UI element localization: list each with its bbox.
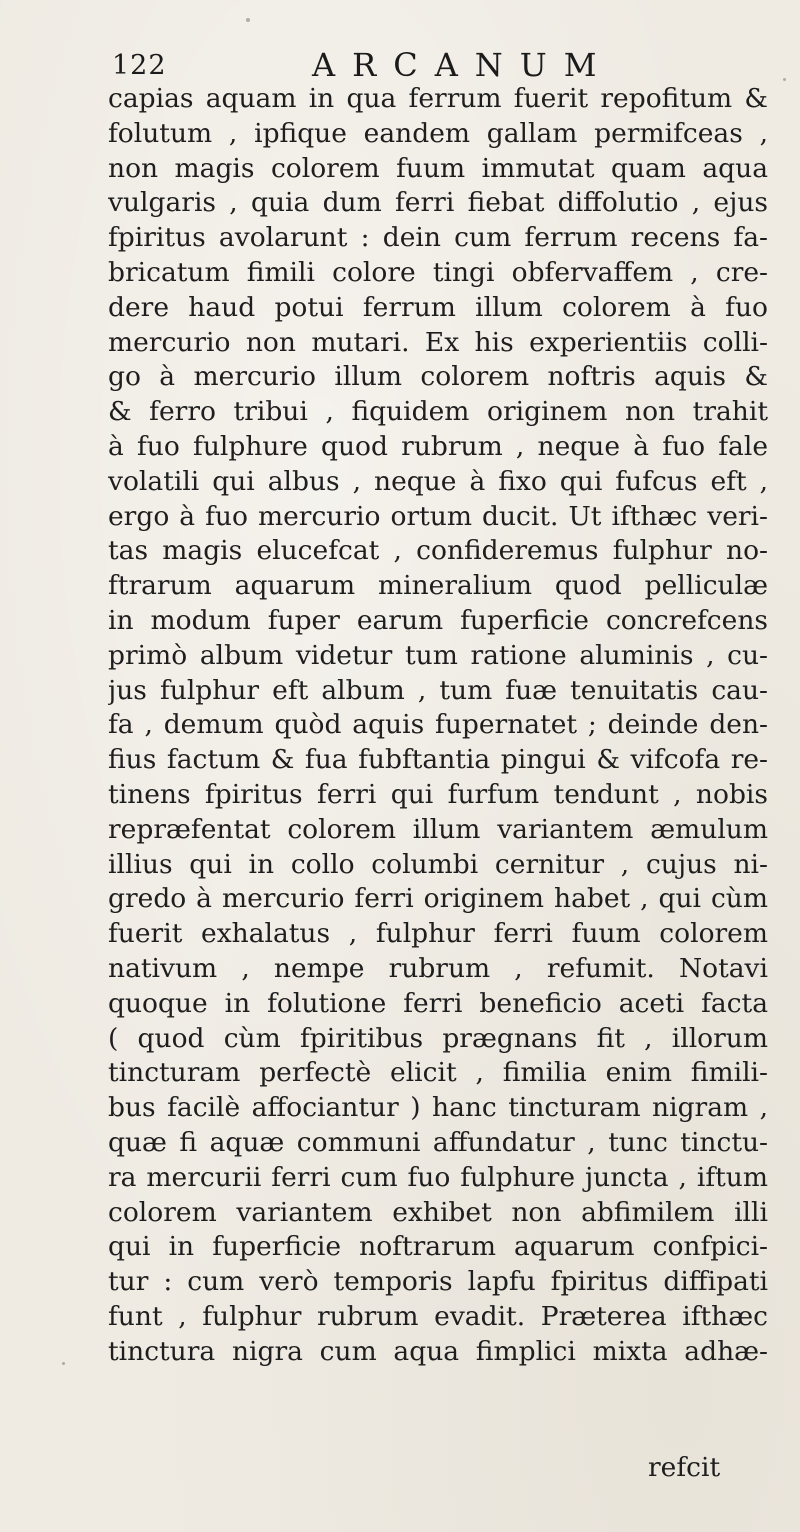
text-line: fuerit exhalatus , fulphur ferri fuum colorem	[108, 918, 768, 950]
text-line: vulgaris , quia dum ferri fiebat diffolutio , ejus	[108, 187, 768, 219]
text-line: tur : cum verò temporis lapfu fpiritus diffipati	[108, 1266, 768, 1298]
text-line: tinctura nigra cum aqua fimplici mixta adhæ-	[108, 1335, 768, 1367]
text-line: capias aquam in qua ferrum fuerit repofitum &	[108, 83, 768, 114]
text-line: volatili qui albus , neque à fixo qui fufcus eft ,	[108, 465, 768, 497]
page-number: 122	[112, 50, 167, 81]
text-line: repræfentat colorem illum variantem æmulum	[108, 813, 768, 845]
text-line: colorem variantem exhibet non abfimilem illi	[108, 1196, 768, 1228]
text-line: fpiritus avolarunt : dein cum ferrum recens fa-	[108, 222, 768, 254]
text-line: funt , fulphur rubrum evadit. Præterea ifthæc	[108, 1300, 768, 1332]
text-line: gredo à mercurio ferri originem habet , qui cùm	[108, 883, 768, 915]
running-head: ARCANUM	[312, 46, 614, 84]
text-line: nativum , nempe rubrum , refumit. Notavi	[108, 952, 768, 984]
text-line: bus facilè affociantur ) hanc tincturam nigram ,	[108, 1092, 768, 1124]
text-line: à fuo fulphure quod rubrum , neque à fuo fale	[108, 430, 768, 462]
ink-speck	[246, 18, 250, 22]
text-line: tinens fpiritus ferri qui furfum tendunt , nobis	[108, 778, 768, 810]
page-header	[112, 46, 752, 86]
text-line: quæ fi aquæ communi affundatur , tunc tinctu-	[108, 1126, 768, 1158]
ink-speck	[62, 1362, 65, 1365]
catchword: refcit	[648, 1452, 721, 1483]
text-line: quoque in folutione ferri beneficio aceti facta	[108, 987, 768, 1019]
text-line: folutum , ipfique eandem gallam permifceas ,	[108, 117, 768, 149]
text-line: jus fulphur eft album , tum fuæ tenuitatis cau-	[108, 674, 768, 706]
text-line: non magis colorem fuum immutat quam aqua	[108, 152, 768, 184]
text-line: fius factum & fua fubftantia pingui & vifcofa re-	[108, 744, 768, 776]
text-line: ( quod cùm fpiritibus prægnans fit , illorum	[108, 1022, 768, 1054]
text-line: primò album videtur tum ratione aluminis , cu-	[108, 639, 768, 671]
text-line: go à mercurio illum colorem noftris aquis &	[108, 361, 768, 393]
text-line: & ferro tribui , fiquidem originem non trahit	[108, 396, 768, 428]
text-line: dere haud potui ferrum illum colorem à fuo	[108, 291, 768, 323]
text-line: qui in fuperficie noftrarum aquarum confpici-	[108, 1231, 768, 1263]
text-line: in modum fuper earum fuperficie concrefcens	[108, 604, 768, 636]
text-line: illius qui in collo columbi cernitur , cujus ni-	[108, 848, 768, 880]
text-line: ra mercurii ferri cum fuo fulphure juncta , iftum	[108, 1161, 768, 1193]
text-line: tas magis elucefcat , confideremus fulphur no-	[108, 535, 768, 567]
text-line: mercurio non mutari. Ex his experientiis colli-	[108, 326, 768, 358]
text-line: fa , demum quòd aquis fupernatet ; deinde den-	[108, 709, 768, 741]
text-line: ftrarum aquarum mineralium quod pelliculæ	[108, 570, 768, 602]
ink-speck	[783, 78, 786, 81]
body-text	[108, 82, 768, 1369]
text-line: tincturam perfectè elicit , fimilia enim fimili-	[108, 1057, 768, 1089]
text-line: bricatum fimili colore tingi obfervaffem , cre-	[108, 256, 768, 288]
text-line: ergo à fuo mercurio ortum ducit. Ut ifthæc veri-	[108, 500, 768, 532]
